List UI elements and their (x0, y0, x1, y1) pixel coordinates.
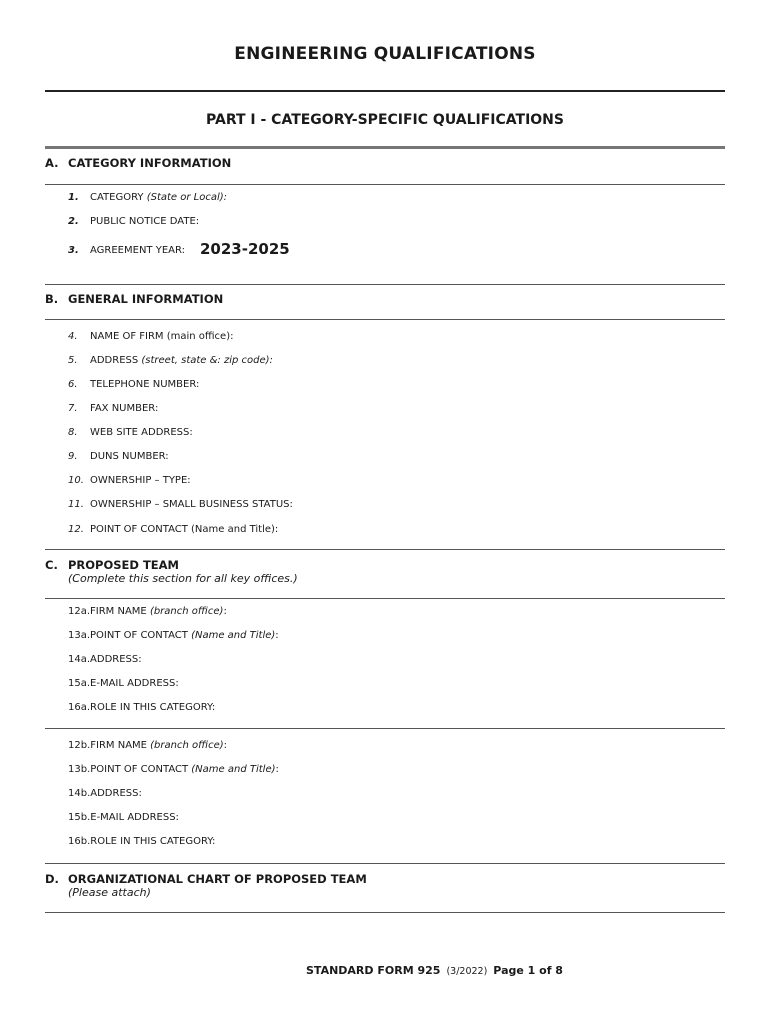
field-number: 10. (68, 475, 84, 486)
divider (45, 863, 725, 864)
section-letter: A. (45, 156, 59, 170)
field-label-tail: : (275, 764, 279, 775)
field-number: 12. (68, 524, 84, 535)
field-number: 7. (68, 403, 78, 414)
section-c-heading (45, 558, 179, 572)
divider (45, 284, 725, 285)
field-label: AGREEMENT YEAR: (90, 245, 185, 256)
divider (45, 549, 725, 550)
field-label: 14b.ADDRESS: (68, 788, 142, 799)
branch-a-address-field[interactable] (68, 654, 142, 665)
field-hint: (branch office) (149, 606, 224, 617)
field-number: 4. (68, 331, 78, 342)
part-heading: PART I - CATEGORY-SPECIFIC QUALIFICATIONS (206, 112, 564, 128)
field-number: 3. (68, 245, 79, 256)
public-notice-date-field[interactable] (68, 216, 199, 227)
field-label: ADDRESS (90, 355, 142, 366)
branch-a-firm-name-field[interactable] (68, 606, 227, 617)
section-title: CATEGORY INFORMATION (68, 156, 232, 170)
field-label: 14a.ADDRESS: (68, 654, 142, 665)
field-label: WEB SITE ADDRESS: (90, 427, 193, 438)
point-of-contact-field[interactable] (68, 524, 278, 535)
field-label: 15a.E-MAIL ADDRESS: (68, 678, 179, 689)
field-label: OWNERSHIP – SMALL BUSINESS STATUS: (90, 499, 293, 510)
section-c-instructions: (Complete this section for all key offices.) (68, 572, 298, 585)
field-label: 16b.ROLE IN THIS CATEGORY: (68, 836, 216, 847)
form-title: ENGINEERING QUALIFICATIONS (234, 44, 536, 64)
branch-a-contact-field[interactable] (68, 630, 279, 641)
section-title: GENERAL INFORMATION (68, 292, 224, 306)
field-label: 12a.FIRM NAME (68, 606, 150, 617)
field-label: POINT OF CONTACT (Name and Title): (90, 524, 279, 535)
divider (45, 184, 725, 185)
field-hint: (State or Local): (146, 192, 228, 203)
field-label: DUNS NUMBER: (90, 451, 169, 462)
divider (45, 598, 725, 599)
field-label: 12b.FIRM NAME (68, 740, 151, 751)
category-field[interactable] (68, 192, 227, 203)
field-label: OWNERSHIP – TYPE: (90, 475, 191, 486)
field-number: 8. (68, 427, 78, 438)
divider (45, 319, 725, 320)
field-hint: (street, state &: zip code): (141, 355, 273, 366)
branch-b-email-field[interactable] (68, 812, 179, 823)
branch-a-email-field[interactable] (68, 678, 179, 689)
field-label: 13b.POINT OF CONTACT (68, 764, 192, 775)
divider (45, 728, 725, 729)
website-field[interactable] (68, 427, 193, 438)
agreement-year-field[interactable] (68, 245, 185, 256)
section-a-heading (45, 156, 231, 170)
field-label: TELEPHONE NUMBER: (90, 379, 200, 390)
field-number: 11. (68, 499, 84, 510)
ownership-type-field[interactable] (68, 475, 191, 486)
agreement-year-value[interactable]: 2023-2025 (200, 240, 290, 258)
section-d-instructions: (Please attach) (68, 886, 151, 899)
field-label: 15b.E-MAIL ADDRESS: (68, 812, 179, 823)
form-edition: (3/2022) (446, 966, 488, 977)
field-label: 16a.ROLE IN THIS CATEGORY: (68, 702, 216, 713)
section-letter: D. (45, 872, 59, 886)
field-hint: (Name and Title) (191, 630, 276, 641)
section-letter: C. (45, 558, 58, 572)
firm-name-field[interactable] (68, 331, 233, 342)
fax-field[interactable] (68, 403, 158, 414)
field-label-tail: : (275, 630, 279, 641)
field-number: 1. (68, 192, 79, 203)
field-label: CATEGORY (90, 192, 147, 203)
field-label-tail: : (223, 740, 228, 751)
page-footer (306, 964, 563, 977)
branch-a-role-field[interactable] (68, 702, 215, 713)
field-label: NAME OF FIRM (main office): (90, 331, 234, 342)
page-number: Page 1 of 8 (493, 964, 563, 977)
field-number: 6. (68, 379, 78, 390)
field-hint: (branch office) (150, 740, 224, 751)
section-letter: B. (45, 292, 59, 306)
duns-field[interactable] (68, 451, 169, 462)
telephone-field[interactable] (68, 379, 199, 390)
field-number: 2. (68, 216, 79, 227)
field-number: 5. (68, 355, 78, 366)
divider (45, 912, 725, 913)
field-label: FAX NUMBER: (90, 403, 159, 414)
field-label: 13a.POINT OF CONTACT (68, 630, 192, 641)
address-field[interactable] (68, 355, 273, 366)
section-title: PROPOSED TEAM (68, 558, 179, 572)
branch-b-contact-field[interactable] (68, 764, 279, 775)
branch-b-address-field[interactable] (68, 788, 142, 799)
section-d-heading (45, 872, 367, 886)
field-hint: (Name and Title) (191, 764, 276, 775)
form-name: STANDARD FORM 925 (306, 964, 441, 977)
field-label-tail: : (223, 606, 227, 617)
branch-b-firm-name-field[interactable] (68, 740, 227, 751)
section-title: ORGANIZATIONAL CHART OF PROPOSED TEAM (68, 872, 367, 886)
divider (45, 146, 725, 149)
section-b-heading (45, 292, 223, 306)
field-label: PUBLIC NOTICE DATE: (90, 216, 200, 227)
field-number: 9. (68, 451, 78, 462)
divider (45, 90, 725, 92)
branch-b-role-field[interactable] (68, 836, 215, 847)
small-business-status-field[interactable] (68, 499, 293, 510)
